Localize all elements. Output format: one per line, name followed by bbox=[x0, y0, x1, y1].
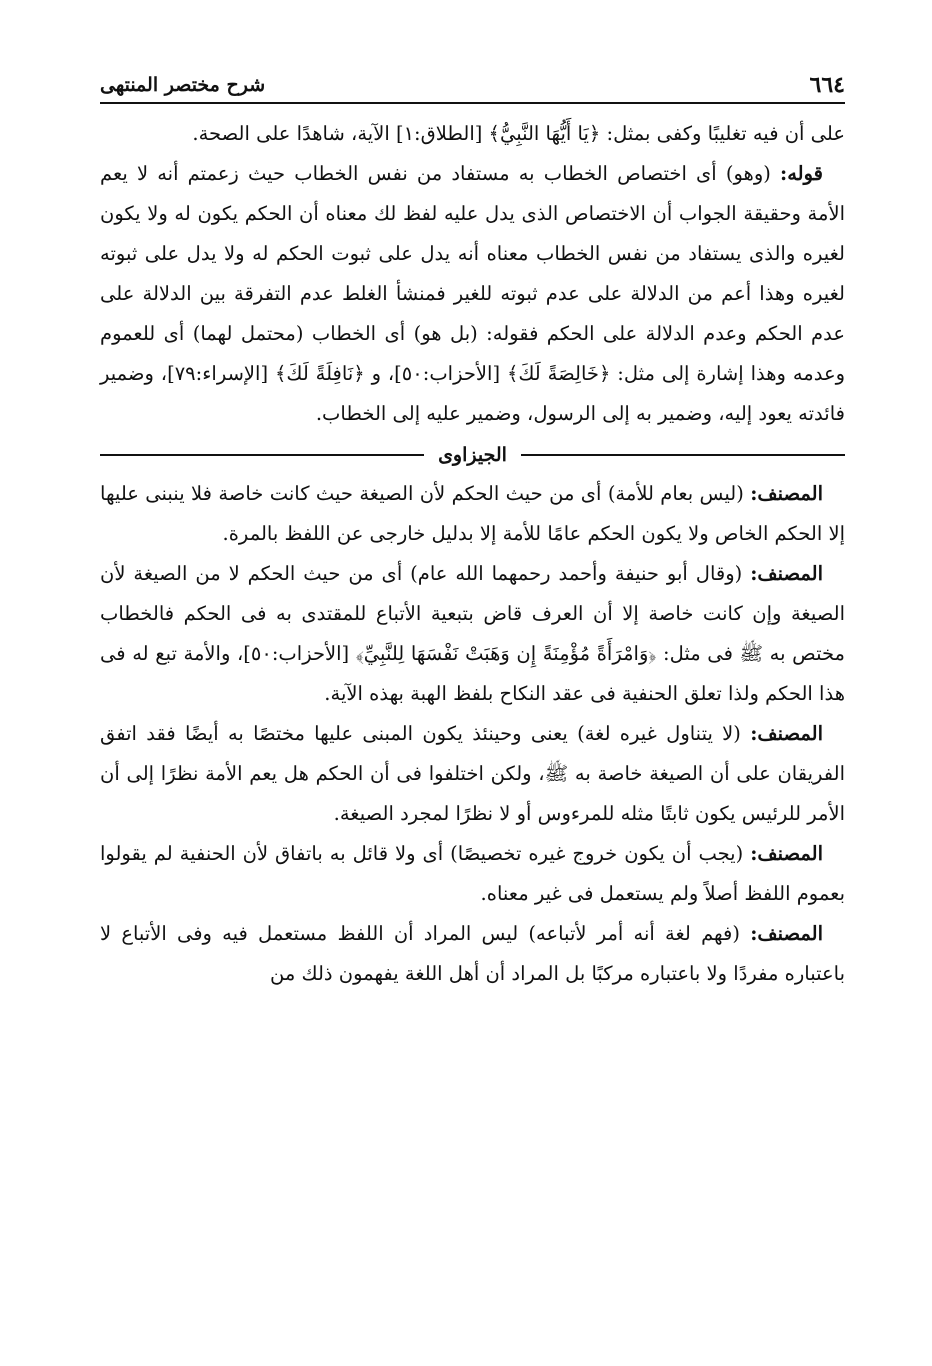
paragraph-lead: المصنف: bbox=[750, 562, 823, 585]
paragraph-lead: المصنف: bbox=[750, 722, 823, 745]
paragraph bbox=[100, 554, 845, 714]
paragraph bbox=[100, 154, 845, 434]
page-header bbox=[100, 72, 845, 104]
paragraph bbox=[100, 474, 845, 554]
paragraph bbox=[100, 714, 845, 834]
page-body bbox=[100, 114, 845, 994]
section-divider bbox=[100, 438, 845, 472]
paragraph bbox=[100, 834, 845, 914]
paragraph-lead: قوله: bbox=[780, 162, 823, 185]
paragraph-text: (لا يتناول غيره لغة) يعنى وحينئذ يكون المبنى عليها مختصًا به أيضًا فقد اتفق الفريقان على أن الصيغة خاصة به ﷺ، ولكن اختلفوا فى أن الحكم هل يعم الأمة نظرًا إلى أن الأمر للرئيس يكون ثابتًا مثله للمرءوس أو لا نظرًا لمجرد الصيغة. bbox=[100, 722, 845, 825]
paragraph-text: (وقال أبو حنيفة وأحمد رحمهما الله عام) أى من حيث الحكم لا من الصيغة لأن الصيغة وإن كانت خاصة إلا أن العرف قاض بتبعية الأتباع للمقتدى به فى الحكم فالخطاب مختص به ﷺ فى مثل: ﴿وَامْرَأَةً مُؤْمِنَةً إِن وَهَبَتْ نَفْسَهَا لِلنَّبِيِّ﴾ [الأحزاب:٥٠]، والأمة تبع له فى هذا الحكم ولذا تعلق الحنفية فى عقد النكاح بلفظ الهبة بهذه الآية. bbox=[100, 562, 845, 705]
paragraph bbox=[100, 914, 845, 994]
paragraph-lead: المصنف: bbox=[750, 482, 823, 505]
paragraph-lead: المصنف: bbox=[750, 922, 823, 945]
divider-rule bbox=[521, 454, 845, 456]
paragraph-text: (ليس بعام للأمة) أى من حيث الحكم لأن الصيغة حيث كانت خاصة فلا ينبنى عليها إلا الحكم الخاص ولا يكون الحكم عامًا للأمة إلا بدليل خارجى عن اللفظ بالمرة. bbox=[100, 482, 845, 545]
paragraph-text: (يجب أن يكون خروج غيره تخصيصًا) أى ولا قائل به باتفاق لأن الحنفية لم يقولوا بعموم اللفظ أصلاً ولم يستعمل فى غير معناه. bbox=[100, 842, 845, 905]
paragraph bbox=[100, 114, 845, 154]
section-heading: الجيزاوى bbox=[438, 444, 507, 466]
running-title: شرح مختصر المنتهى bbox=[100, 74, 266, 96]
paragraph-lead: المصنف: bbox=[750, 842, 823, 865]
paragraph-text: على أن فيه تغليبًا وكفى بمثل: ﴿يَا أَيُّهَا النَّبِيُّ﴾ [الطلاق:١] الآية، شاهدًا على الصحة. bbox=[192, 122, 845, 145]
divider-rule bbox=[100, 454, 424, 456]
page-number: ٦٦٤ bbox=[809, 72, 845, 98]
paragraph-text: (فهم لغة أنه أمر لأتباعه) ليس المراد أن اللفظ مستعمل فيه وفى الأتباع لا باعتباره مفردًا ولا باعتباره مركبًا بل المراد أن أهل اللغة يفهمون ذلك من bbox=[100, 922, 845, 985]
paragraph-text: (وهو) أى اختصاص الخطاب به مستفاد من نفس الخطاب حيث زعمتم أنه لا يعم الأمة وحقيقة الجواب أن الاختصاص الذى يدل عليه لفظ لك معناه أن الحكم يكون له ولا يكون لغيره والذى يستفاد من نفس الخطاب معناه أنه يدل على ثبوت الحكم له ولا يدل على ثبوته لغيره وهذا أعم من الدلالة على عدم ثبوته للغير فمنشأ الغلط عدم التفرقة بين الدلالة على عدم الحكم وعدم الدلالة على الحكم فقوله: (بل هو) أى الخطاب (محتمل لهما) أى للعموم وعدمه وهذا إشارة إلى مثل: ﴿خَالِصَةً لَكَ﴾ [الأحزاب:٥٠]، و ﴿نَافِلَةً لَكَ﴾ [الإسراء:٧٩]، وضمير فائدته يعود إليه، وضمير به إلى الرسول، وضمير عليه إلى الخطاب. bbox=[100, 162, 846, 425]
document-page bbox=[100, 72, 845, 994]
